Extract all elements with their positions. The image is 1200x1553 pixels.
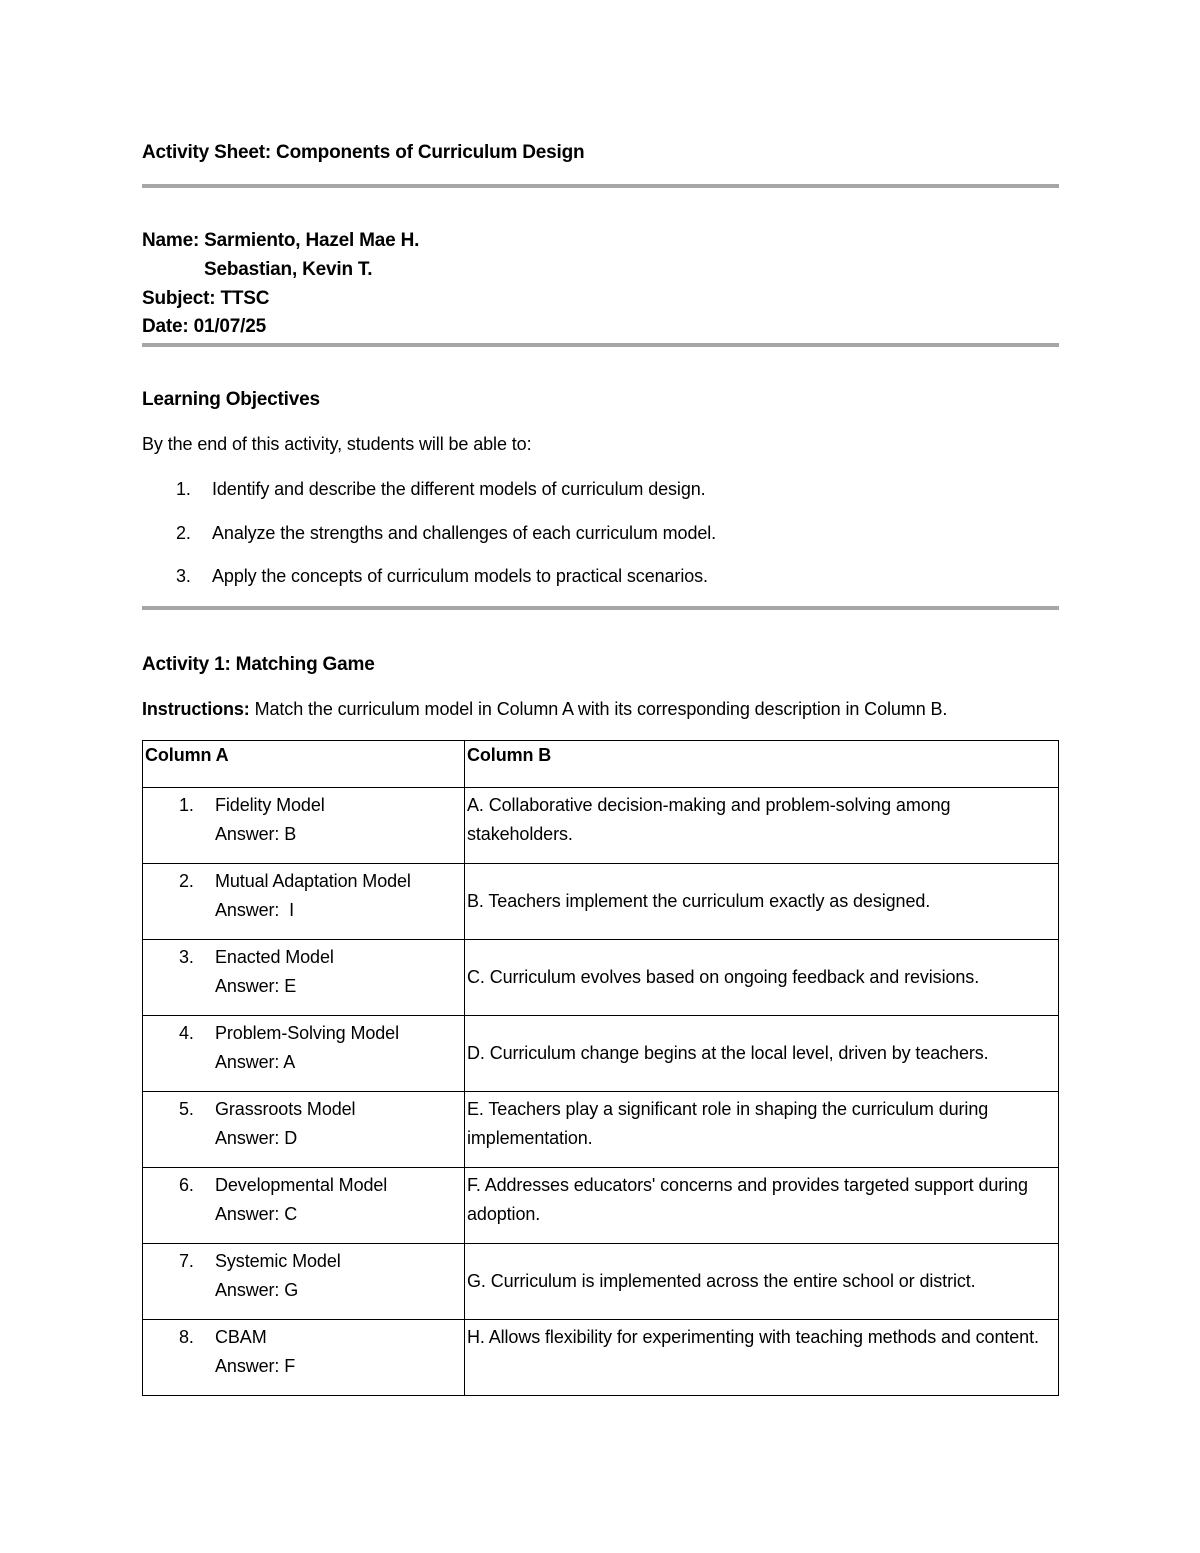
column-b-cell	[465, 1320, 1059, 1396]
model-answer: Answer: F	[215, 1356, 296, 1376]
divider	[142, 606, 1059, 610]
model-number: 6.	[179, 1175, 194, 1195]
model-number: 8.	[179, 1327, 194, 1347]
subject-line	[142, 288, 269, 310]
model-name: CBAM	[215, 1327, 267, 1347]
column-b-cell	[465, 1168, 1059, 1244]
objective-item	[142, 523, 716, 544]
model-answer: Answer: C	[215, 1204, 298, 1224]
matching-table	[142, 740, 1059, 1396]
column-b-cell	[465, 1244, 1059, 1320]
model-number: 5.	[179, 1099, 194, 1119]
model-answer: Answer: B	[215, 824, 297, 844]
model-number: 4.	[179, 1023, 194, 1043]
model-description: F. Addresses educators' concerns and provides targeted support during adoption.	[467, 1175, 1028, 1224]
model-name: Grassroots Model	[215, 1099, 356, 1119]
table-row	[143, 1320, 1059, 1396]
table-row	[143, 788, 1059, 864]
model-answer: Answer: D	[215, 1128, 298, 1148]
objective-number: 2.	[176, 523, 191, 543]
name-value-2: Sebastian, Kevin T.	[204, 259, 373, 280]
model-description: D. Curriculum change begins at the local level, driven by teachers.	[467, 1042, 989, 1063]
objectives-heading: Learning Objectives	[142, 389, 320, 410]
column-a-cell	[143, 1092, 465, 1168]
column-a-cell	[143, 788, 465, 864]
name-label: Name:	[142, 230, 200, 251]
column-b-cell	[465, 788, 1059, 864]
name-line	[142, 230, 419, 252]
column-a-cell	[143, 1168, 465, 1244]
column-a-header: Column A	[143, 741, 465, 788]
instructions	[142, 699, 947, 720]
instructions-label: Instructions:	[142, 699, 250, 719]
model-number: 7.	[179, 1251, 194, 1271]
column-a-cell	[143, 1244, 465, 1320]
divider	[142, 184, 1059, 188]
model-name: Problem-Solving Model	[215, 1023, 399, 1043]
column-a-cell	[143, 864, 465, 940]
model-answer: Answer: E	[215, 976, 297, 996]
objective-item	[142, 566, 708, 587]
column-a-cell	[143, 1320, 465, 1396]
column-b-cell	[465, 940, 1059, 1016]
objective-text: Analyze the strengths and challenges of each curriculum model.	[212, 523, 717, 543]
table-row	[143, 1016, 1059, 1092]
model-answer: Answer: I	[215, 900, 295, 920]
objectives-intro: By the end of this activity, students will be able to:	[142, 434, 532, 454]
column-b-header: Column B	[465, 741, 1059, 788]
model-description: A. Collaborative decision-making and problem-solving among stakeholders.	[467, 795, 951, 844]
model-name: Enacted Model	[215, 947, 334, 967]
subject-label: Subject:	[142, 288, 216, 309]
table-row	[143, 940, 1059, 1016]
date-line	[142, 316, 266, 338]
model-description: B. Teachers implement the curriculum exactly as designed.	[467, 890, 931, 911]
model-answer: Answer: G	[215, 1280, 299, 1300]
objective-text: Apply the concepts of curriculum models to practical scenarios.	[212, 566, 708, 586]
model-number: 3.	[179, 947, 194, 967]
model-number: 2.	[179, 871, 194, 891]
activity1-heading: Activity 1: Matching Game	[142, 654, 375, 675]
date-label: Date:	[142, 316, 189, 337]
table-row	[143, 1092, 1059, 1168]
model-name: Systemic Model	[215, 1251, 341, 1271]
date-value: 01/07/25	[193, 316, 266, 337]
table-row	[143, 864, 1059, 940]
instructions-text: Match the curriculum model in Column A with its corresponding description in Column B.	[249, 699, 948, 719]
model-description: E. Teachers play a significant role in shaping the curriculum during implementation.	[467, 1099, 989, 1148]
objective-item	[142, 479, 706, 500]
name-value-1: Sarmiento, Hazel Mae H.	[204, 230, 420, 251]
column-b-cell	[465, 1016, 1059, 1092]
model-name: Fidelity Model	[215, 795, 325, 815]
table-header-row	[143, 741, 1059, 788]
column-b-cell	[465, 1092, 1059, 1168]
model-description: C. Curriculum evolves based on ongoing feedback and revisions.	[467, 966, 980, 987]
objective-number: 1.	[176, 479, 191, 499]
table-row	[143, 1168, 1059, 1244]
subject-value: TTSC	[220, 288, 270, 309]
model-answer: Answer: A	[215, 1052, 296, 1072]
model-name: Mutual Adaptation Model	[215, 871, 411, 891]
divider	[142, 343, 1059, 347]
column-b-cell	[465, 864, 1059, 940]
model-number: 1.	[179, 795, 194, 815]
model-description: G. Curriculum is implemented across the entire school or district.	[467, 1270, 976, 1291]
model-name: Developmental Model	[215, 1175, 388, 1195]
objective-number: 3.	[176, 566, 191, 586]
column-a-cell	[143, 940, 465, 1016]
objective-text: Identify and describe the different models of curriculum design.	[212, 479, 706, 499]
table-row	[143, 1244, 1059, 1320]
column-a-cell	[143, 1016, 465, 1092]
document-title: Activity Sheet: Components of Curriculum Design	[142, 142, 585, 163]
model-description: H. Allows flexibility for experimenting with teaching methods and content.	[467, 1327, 1039, 1347]
